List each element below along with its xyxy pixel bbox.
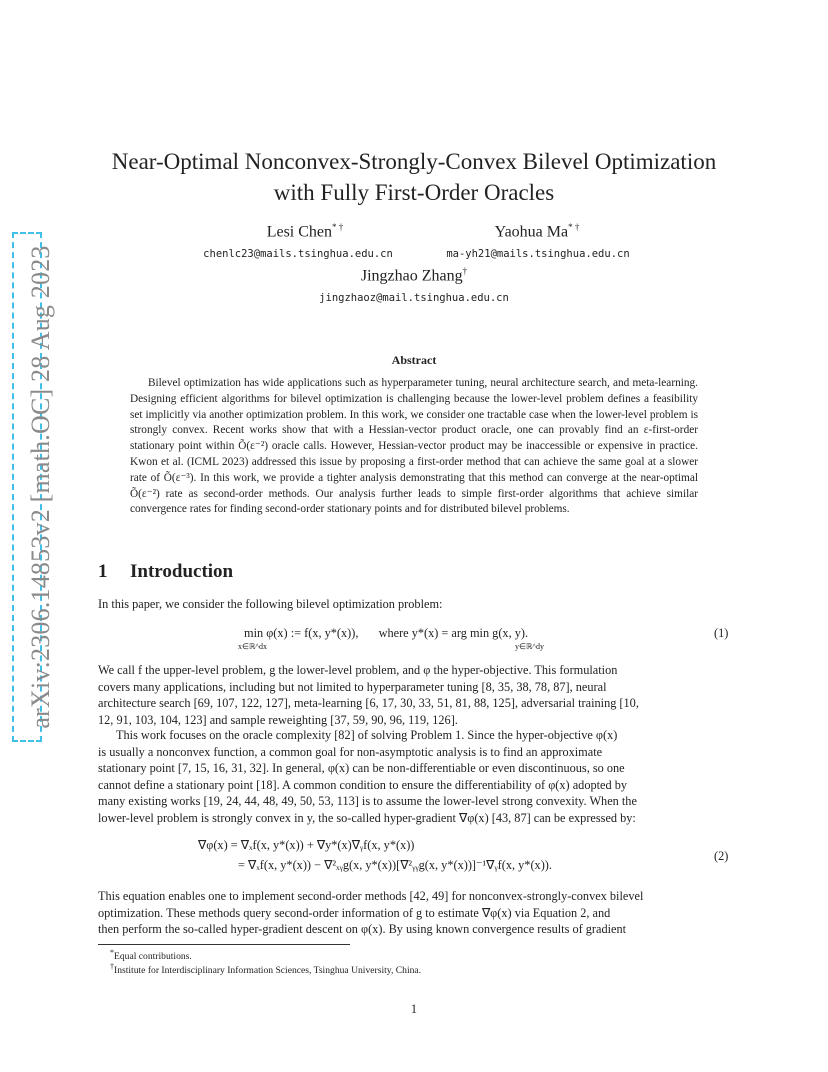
intro-paragraph-1: In this paper, we consider the following bilevel optimization problem: — [98, 597, 443, 611]
intro-paragraph-3 — [98, 727, 731, 827]
footnote-text: Equal contributions. — [114, 951, 192, 963]
author-3 — [314, 266, 514, 285]
footnote-text: Institute for Interdisciplinary Information Sciences, Tsinghua University, China. — [114, 965, 422, 977]
para4-line: optimization. These methods query second-order information of g to estimate ∇φ(x) via Equation 2, and — [98, 905, 611, 920]
page-number: 1 — [410, 1002, 418, 1016]
section-number: 1 — [98, 561, 108, 582]
arxiv-stamp[interactable] — [24, 232, 58, 742]
para3-line: lower-level problem is strongly convex in y, the so-called hyper-gradient ∇φ(x) [43, 87] can be expressed by: — [98, 810, 636, 825]
para3-line: This work focuses on the oracle complexity [82] of solving Problem 1. Since the hyper-objective φ(x) — [116, 728, 618, 742]
author-1 — [230, 222, 380, 241]
title-line-1: Near-Optimal Nonconvex-Strongly-Convex Bilevel Optimization — [111, 149, 717, 174]
intro-paragraph-2 — [98, 662, 731, 728]
para4-line: This equation enables one to implement second-order methods [42, 49] for nonconvex-strongly-convex bilevel — [98, 889, 644, 903]
equation-1 — [244, 626, 528, 641]
arxiv-stamp-text: arXiv:2306.14853v2 [math.OC] 28 Aug 2023 — [26, 245, 55, 729]
abstract-body: Bilevel optimization has wide applications such as hyperparameter tuning, neural architecture search, and meta-learning. Designing efficient algorithms for bilevel optimization is challenging because the lower-level problem defines a feasibility set implicitly via another optimization problem. In this work, we consider one tractable case when the lower-level problem is strongly convex. Recent works show that with a Hessian-vector product oracle, one can provably find an ε-first-order stationary point within Õ(ε⁻²) oracle calls. However, Hessian-vector product may be inaccessible or expensive in practice. Kwon et al. (ICML 2023) addressed this issue by proposing a first-order method that can achieve the same goal at a slower rate of Õ(ε⁻³). In this work, we provide a tighter analysis demonstrating that this method can converge at the near-optimal Õ(ε⁻²) rate as second-order methods. Our analysis further leads to simple first-order algorithms that achieve similar convergence rates for finding second-order stationary points and for distributed bilevel problems. — [130, 377, 698, 516]
author-marks: † — [462, 266, 468, 276]
author-name: Lesi Chen — [266, 223, 333, 241]
author-marks: * † — [332, 222, 344, 232]
para4-line: then perform the so-called hyper-gradient descent on φ(x). By using known convergence results of gradient — [98, 922, 627, 937]
author-2 — [462, 222, 612, 241]
para2-line: covers many applications, including but not limited to hyperparameter tuning [8, 35, 38, 78, 87], neural — [98, 679, 607, 694]
para3-line: stationary point [7, 15, 16, 31, 32]. In general, φ(x) can be non-differentiable or even discontinuous, so one — [98, 761, 625, 776]
footnote-rule — [98, 944, 350, 945]
eq1-subscript-x: x∈ℝ^dx — [238, 642, 268, 651]
eq1-subscript-y: y∈ℝ^dy — [515, 642, 545, 651]
author-name: Jingzhao Zhang — [360, 267, 463, 285]
footnote-mark: * — [110, 948, 114, 957]
equation-2-number: (2) — [714, 849, 729, 863]
equation-2-line-2: = ∇ₓf(x, y*(x)) − ∇²ₓᵧg(x, y*(x))[∇²ᵧᵧg(x, y*(x))]⁻¹∇ᵧf(x, y*(x)). — [238, 858, 552, 872]
author-2-email[interactable]: ma-yh21@mails.tsinghua.edu.cn — [446, 248, 630, 260]
equation-1-number: (1) — [714, 626, 729, 640]
author-name: Yaohua Ma — [494, 223, 569, 241]
footnote-mark: † — [110, 962, 114, 971]
abstract-heading: Abstract — [391, 353, 437, 367]
para3-line: cannot define a stationary point [18]. A common condition to ensure the differentiability of φ(x) adopted by — [98, 777, 628, 792]
footnote-2 — [110, 962, 421, 976]
paper-title — [60, 146, 768, 208]
para2-line: We call f the upper-level problem, g the lower-level problem, and φ the hyper-objective. This formulation — [98, 663, 618, 677]
section-heading — [98, 561, 233, 583]
section-title: Introduction — [130, 561, 234, 582]
para2-line: architecture search [69, 107, 122, 127], meta-learning [6, 17, 30, 33, 51, 81, 88, 125], adversarial training [10, — [98, 696, 639, 711]
author-3-email[interactable]: jingzhaoz@mail.tsinghua.edu.cn — [319, 292, 509, 304]
intro-paragraph-4 — [98, 888, 731, 938]
eq1-rhs: where y*(x) = arg min g(x, y). — [378, 626, 529, 640]
footnote-1 — [110, 948, 192, 962]
author-1-email[interactable]: chenlc23@mails.tsinghua.edu.cn — [203, 248, 393, 260]
author-marks: * † — [568, 222, 580, 232]
para3-line: is usually a nonconvex function, a common goal for non-asymptotic analysis is to find an approximate — [98, 744, 603, 759]
equation-2-line-1: ∇φ(x) = ∇ₓf(x, y*(x)) + ∇y*(x)∇ᵧf(x, y*(x)) — [198, 838, 415, 852]
para3-line: many existing works [19, 24, 44, 48, 49, 50, 53, 113] is to assume the lower-level strong convexity. When the — [98, 794, 637, 809]
para2-line: 12, 91, 103, 104, 123] and sample reweighting [37, 59, 90, 96, 119, 126]. — [98, 712, 458, 727]
eq1-lhs: min φ(x) := f(x, y*(x)), — [244, 626, 359, 640]
title-line-2: with Fully First-Order Oracles — [273, 180, 555, 205]
